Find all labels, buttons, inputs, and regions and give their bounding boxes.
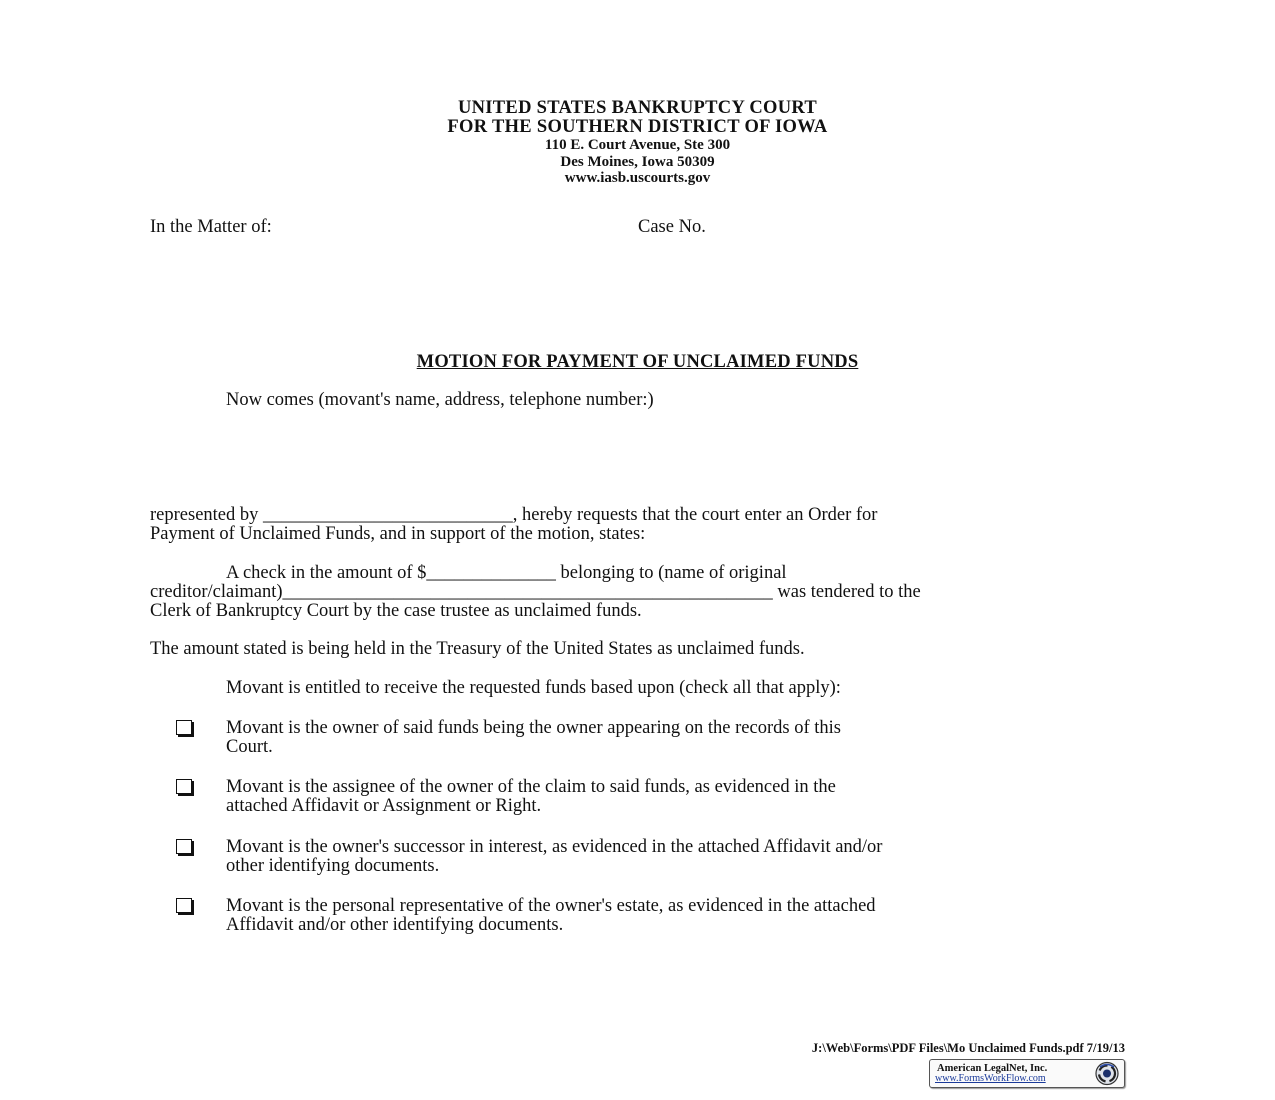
logo-company-name: American LegalNet, Inc. bbox=[937, 1063, 1048, 1074]
court-name: UNITED STATES BANKRUPTCY COURT bbox=[457, 98, 818, 118]
legalnet-logo-badge[interactable] bbox=[929, 1059, 1125, 1088]
check-tendered-line: Clerk of Bankruptcy Court by the case trustee as unclaimed funds. bbox=[150, 601, 642, 621]
now-comes-paragraph: Now comes (movant's name, address, telephone number:) bbox=[226, 390, 654, 410]
footer-file-path: J:\Web\Forms\PDF Files\Mo Unclaimed Funds.pdf 7/19/13 bbox=[811, 1041, 1125, 1055]
owner-checkbox[interactable] bbox=[176, 720, 192, 735]
court-district: FOR THE SOUTHERN DISTRICT OF IOWA bbox=[447, 117, 828, 137]
case-number-label: Case No. bbox=[638, 217, 706, 237]
option-assignee-line1: Movant is the assignee of the owner of the claim to said funds, as evidenced in the bbox=[226, 777, 836, 797]
option-successor-line2: other identifying documents. bbox=[226, 856, 440, 876]
entitled-paragraph: Movant is entitled to receive the requested funds based upon (check all that apply): bbox=[226, 678, 841, 698]
represented-by-line: represented by ___________________________, hereby requests that the court enter an Order for bbox=[150, 505, 878, 525]
assignee-checkbox[interactable] bbox=[176, 779, 192, 794]
option-representative-line2: Affidavit and/or other identifying documents. bbox=[226, 915, 564, 935]
check-claimant-line: creditor/claimant)_____________________________________________________ was tendered to the bbox=[150, 582, 921, 602]
representative-checkbox[interactable] bbox=[176, 898, 192, 913]
globe-icon bbox=[1092, 1061, 1122, 1086]
court-website: www.iasb.uscourts.gov bbox=[564, 170, 711, 186]
represented-by-line-2: Payment of Unclaimed Funds, and in support of the motion, states: bbox=[150, 524, 646, 544]
treasury-held-paragraph: The amount stated is being held in the Treasury of the United States as unclaimed funds. bbox=[150, 639, 805, 659]
option-representative-line1: Movant is the personal representative of the owner's estate, as evidenced in the attached bbox=[226, 896, 876, 916]
logo-website-link[interactable]: www.FormsWorkFlow.com bbox=[935, 1073, 1046, 1084]
option-assignee-line2: attached Affidavit or Assignment or Right. bbox=[226, 796, 542, 816]
option-owner-line2: Court. bbox=[226, 737, 273, 757]
successor-checkbox[interactable] bbox=[176, 839, 192, 854]
court-address-city: Des Moines, Iowa 50309 bbox=[560, 153, 715, 170]
document-title: MOTION FOR PAYMENT OF UNCLAIMED FUNDS bbox=[416, 352, 859, 372]
court-address-street: 110 E. Court Avenue, Ste 300 bbox=[544, 137, 731, 153]
option-owner-line1: Movant is the owner of said funds being the owner appearing on the records of this bbox=[226, 718, 841, 738]
matter-label: In the Matter of: bbox=[150, 217, 272, 237]
court-header bbox=[0, 99, 1275, 187]
check-amount-line: A check in the amount of $______________ belonging to (name of original bbox=[226, 563, 787, 583]
option-successor-line1: Movant is the owner's successor in interest, as evidenced in the attached Affidavit and/or bbox=[226, 837, 883, 857]
